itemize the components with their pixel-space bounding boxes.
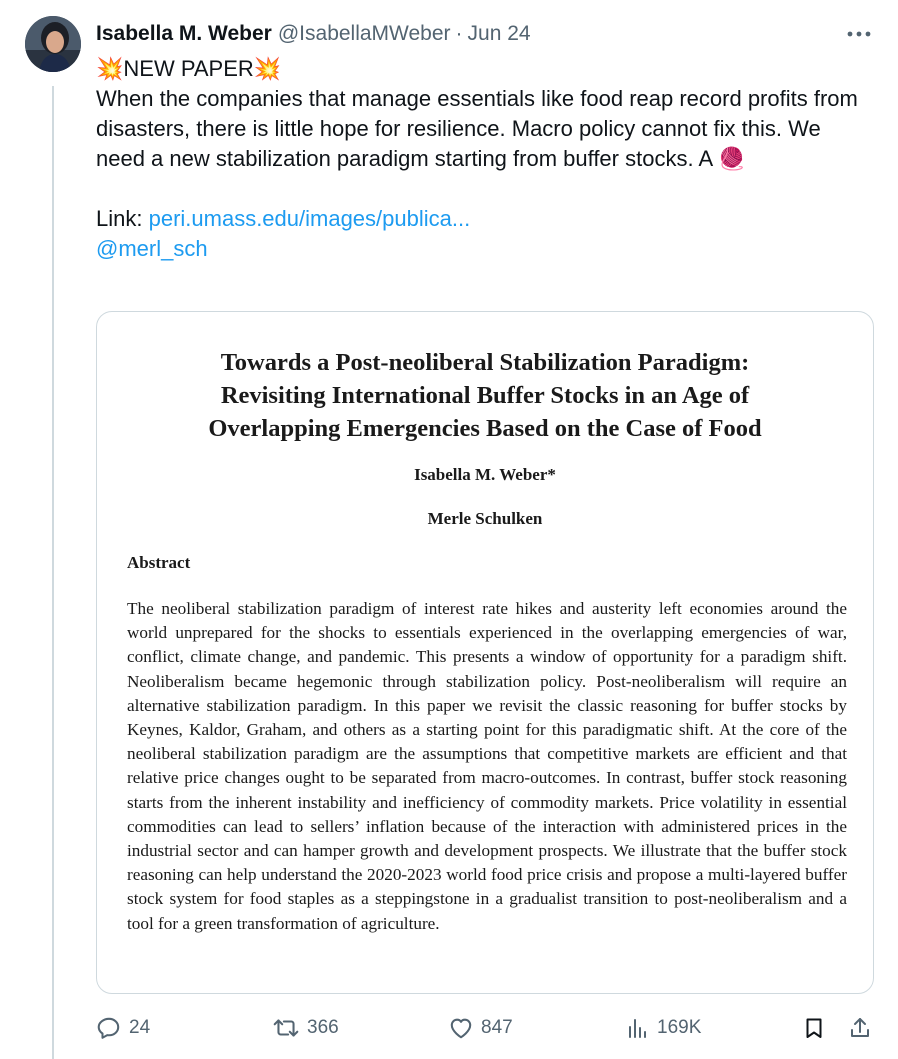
paper-title-line: Overlapping Emergencies Based on the Case of Food bbox=[208, 415, 762, 442]
paper-page bbox=[97, 312, 873, 993]
bookmark-button[interactable] bbox=[802, 1010, 826, 1046]
paper-author-2: Merle Schulken bbox=[427, 509, 543, 528]
reply-icon bbox=[96, 1015, 122, 1041]
tweet-link-line bbox=[96, 204, 866, 234]
author-name[interactable]: Isabella M. Weber bbox=[96, 22, 272, 45]
repost-count: 366 bbox=[307, 1017, 339, 1038]
tweet-header bbox=[96, 20, 531, 48]
share-button[interactable] bbox=[848, 1010, 872, 1046]
reply-count: 24 bbox=[129, 1017, 151, 1038]
more-dots-icon[interactable] bbox=[844, 20, 874, 48]
link-label: Link: bbox=[96, 206, 149, 231]
abstract-text: The neoliberal stabilization paradigm of interest rate hikes and austerity left economies around the world unprepared for the shocks to essentials experienced in the overlapping emergencies of war, conflict, climate change, and pandemic. This presents a window of opportunity for a paradigm shift. Neoliberalism became hegemonic through stabilization policy. Post-neoliberalism will require an alternative stabilization paradigm. In this paper we revisit the classic reasoning for buffer stocks by Keynes, Kaldor, Graham, and others as a starting point for this paradigmatic shift. At the core of the neoliberal stabilization paradigm are the assumptions that competitive markets are efficient and that relative price changes ought to be separated from macro-outcomes. In contrast, buffer stock reasoning starts from the inherent instability and inefficiency of commodity markets. Price volatility in essential commodities can lead to sellers’ inflation because of the interaction with administered prices in the industrial sector and can hamper growth and development prospects. We illustrate that the buffer stock reasoning can help understand the 2020-2023 world food price crisis and propose a multi-layered buffer stock system for food staples as a steppingstone in a gradualist transition to post-neoliberalism and a tool for a green transformation of agriculture. bbox=[127, 599, 847, 933]
reply-button[interactable] bbox=[96, 1010, 150, 1046]
thread-line bbox=[52, 86, 54, 1059]
paper-title-line: Revisiting International Buffer Stocks in an Age of bbox=[220, 382, 750, 409]
share-icon bbox=[848, 1015, 872, 1041]
abstract-heading: Abstract bbox=[127, 553, 191, 572]
view-count: 169K bbox=[657, 1017, 702, 1038]
author-handle[interactable]: @IsabellaMWeber bbox=[277, 22, 451, 45]
mention-link[interactable]: @merl_sch bbox=[96, 236, 208, 261]
separator-dot: · bbox=[455, 22, 463, 45]
like-button[interactable] bbox=[448, 1010, 513, 1046]
paper-title bbox=[137, 346, 833, 445]
avatar[interactable] bbox=[25, 16, 81, 72]
paper-title-line: Towards a Post-neoliberal Stabilization Paradigm: bbox=[220, 349, 750, 376]
tweet-headline: 💥NEW PAPER💥 bbox=[96, 56, 282, 81]
paper-image-card[interactable] bbox=[96, 311, 874, 994]
views-button[interactable] bbox=[626, 1010, 701, 1046]
tweet-date[interactable]: Jun 24 bbox=[467, 22, 531, 45]
bookmark-icon bbox=[802, 1015, 826, 1041]
views-chart-icon bbox=[626, 1015, 650, 1041]
repost-icon bbox=[272, 1015, 300, 1041]
paper-author-1: Isabella M. Weber* bbox=[414, 465, 556, 484]
repost-button[interactable] bbox=[272, 1010, 339, 1046]
heart-icon bbox=[448, 1015, 474, 1041]
like-count: 847 bbox=[481, 1017, 513, 1038]
tweet-body bbox=[96, 54, 866, 264]
action-bar bbox=[96, 1010, 876, 1046]
tweet-text: When the companies that manage essentials like food reap record profits from disasters, there is little hope for resilience. Macro policy cannot fix this. We need a new stabilization paradigm starting from buffer stocks. A 🧶 bbox=[96, 86, 858, 171]
paper-link[interactable]: peri.umass.edu/images/publica... bbox=[148, 206, 471, 231]
